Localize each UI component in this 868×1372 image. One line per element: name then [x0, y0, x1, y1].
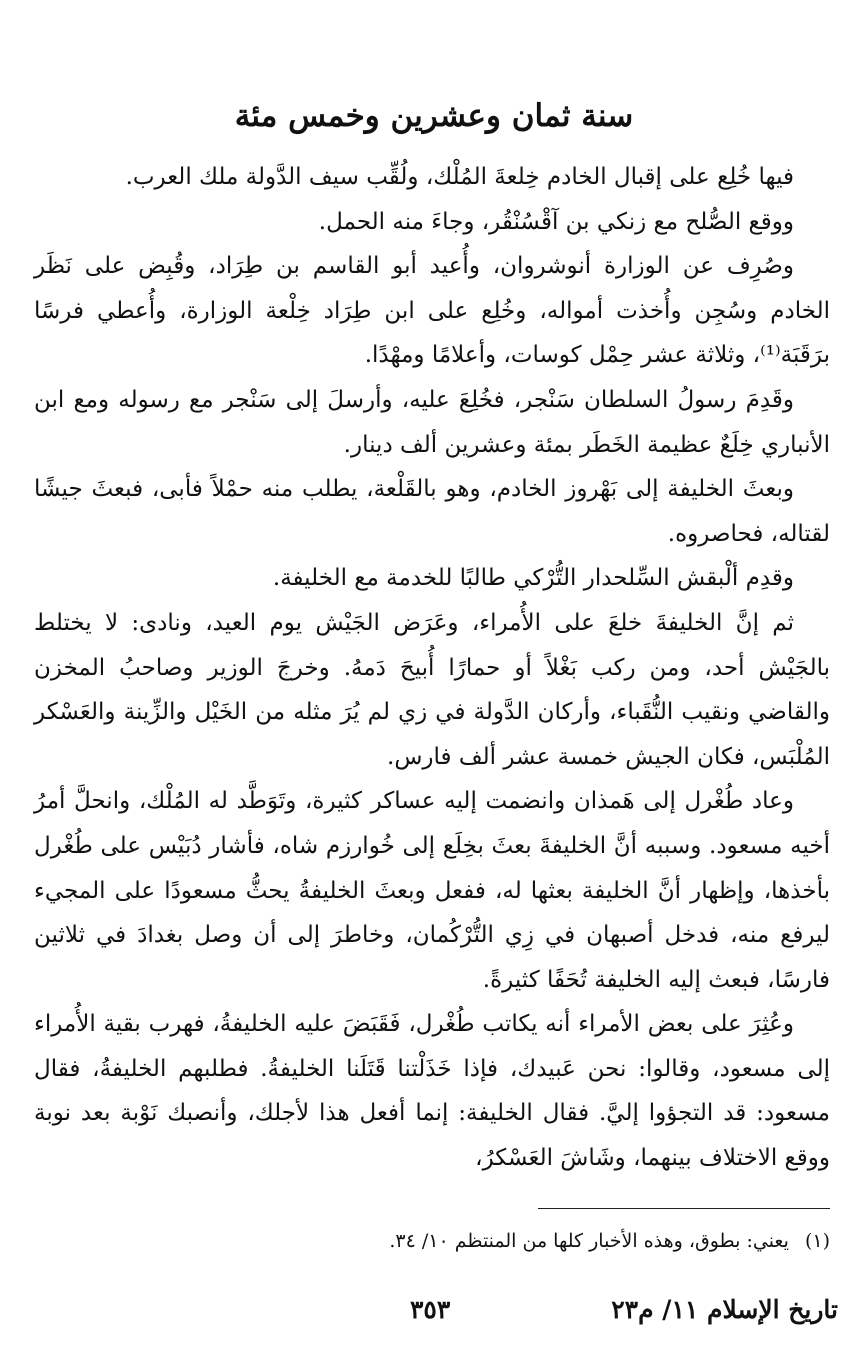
- page-number: ٣٥٣: [410, 1295, 451, 1324]
- paragraph: وقدِم ألْبقش السِّلحدار التُّرْكي طالبًا للخدمة مع الخليفة.: [272, 565, 794, 592]
- footnote: [34, 1226, 830, 1256]
- paragraph: ووقع الصُّلح مع زنكي بن آقْسُنْقُر، وجاءَ منه الحمل.: [318, 208, 794, 235]
- body-text: [34, 155, 830, 1181]
- footnote-divider: [538, 1208, 830, 1209]
- footnote-marker: (١): [804, 1230, 830, 1252]
- paragraph: وعُثِرَ على بعض الأمراء أنه يكاتب طُغْرل، فَقَبَضَ عليه الخليفةُ، فهرب بقية الأُمراء إلى مسعود، وقالوا: نحن عَبيدك، فإذا خَذَلْتنا قَتَلَنا الخليفةُ. فطلبهم الخليفةُ، فقال مسعود: قد التجؤوا إليَّ. فقال الخليفة: إنما أفعل هذا لأجلك، وأنصبك نَوْبة بعد نوبة ووقع الاختلاف بينهما، وشَاشَ العَسْكرُ،: [34, 1011, 830, 1172]
- paragraph: وعاد طُغْرل إلى هَمذان وانضمت إليه عساكر كثيرة، وتَوَطَّد له المُلْك، وانحلَّ أمرُ أخيه مسعود. وسببه أنَّ الخليفةَ بعثَ بخِلَع إلى خُوارزم شاه، فأشار دُبَيْس على طُغْرل بأخذها، وإظهار أنَّ الخليفة بعثها له، ففعل وبعثَ الخليفةُ يحثُّ مسعودًا على المجيء ليرفع منه، فدخل أصبهان في زِي التُّرْكُمان، وخاطرَ إلى أن وصل بغدادَ في ثلاثين فارسًا، فبعث إليه الخليفة تُحَفًا كثيرةً.: [34, 788, 830, 993]
- paragraph: وقَدِمَ رسولُ السلطان سَنْجر، فخُلِعَ عليه، وأرسلَ إلى سَنْجر مع رسوله ومع ابن الأنباري خِلَعٌ عظيمة الخَطَر بمئة وعشرين ألف دينار.: [34, 386, 830, 458]
- paragraph: فيها خُلِع على إقبال الخادم خِلعةَ المُلْك، ولُقِّب سيف الدَّولة ملك العرب.: [125, 164, 794, 190]
- paragraph: وبعثَ الخليفة إلى بَهْروز الخادم، وهو بالقَلْعة، يطلب منه حمْلاً فأبى، فبعثَ جيشًا لقتاله، فحاصروه.: [34, 476, 830, 547]
- footnote-text: يعني: بطوق، وهذه الأخبار كلها من المنتظم ١٠/ ٣٤.: [389, 1230, 789, 1252]
- page-footer: [30, 1290, 838, 1330]
- chapter-title: سنة ثمان وعشرين وخمس مئة: [234, 98, 634, 134]
- paragraph: ثم إنَّ الخليفةَ خلعَ على الأُمراء، وعَرَض الجَيْش يوم العيد، ونادى: لا يختلط بالجَيْش أحد، ومن ركب بَغْلاً أو حمارًا أُبيحَ دَمهُ. وخرجَ الوزير وصاحبُ المخزن والقاضي ونقيب النُّقَباء، وأركان الدَّولة في زي لم يُرَ مثله من الخَيْل والزِّينة والعَسْكر المُلْبَس، فكان الجيش خمسة عشر ألف فارس.: [34, 609, 830, 770]
- paragraph: وصُرِف عن الوزارة أنوشروان، وأُعيد أبو القاسم بن طِرَاد، وقُبِض على نَظَر الخادم وسُجِن وأُخذت أمواله، وخُلِع على ابن طِرَاد خِلْعة الوزارة، وأُعطي فرسًا برَقَبَة⁽¹⁾، وثلاثة عشر حِمْل كوسات، وأعلامًا ومهْدًا.: [34, 253, 830, 369]
- book-reference: تاريخ الإسلام ١١/ م٢٣: [611, 1295, 838, 1324]
